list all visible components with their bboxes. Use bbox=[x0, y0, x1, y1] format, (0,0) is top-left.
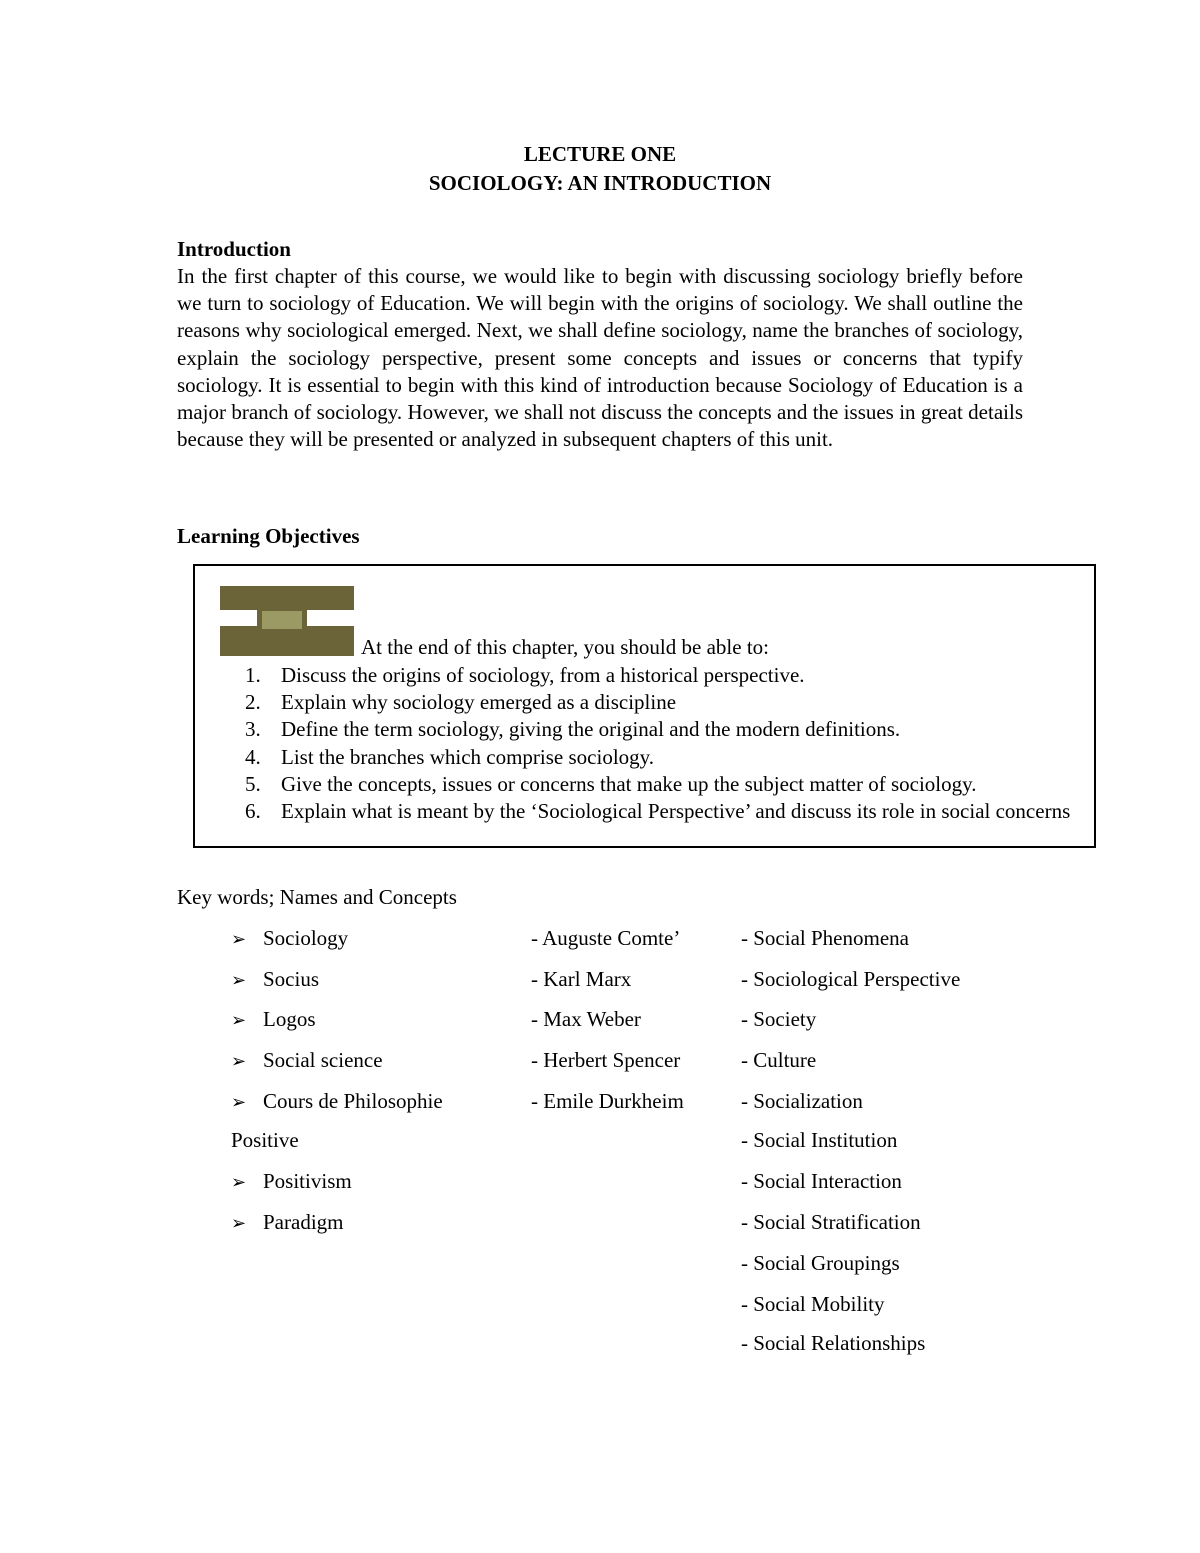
objective-item bbox=[235, 662, 1085, 689]
keyword-text: - Karl Marx bbox=[531, 967, 632, 991]
keyword-item bbox=[231, 926, 348, 951]
keyword-item bbox=[741, 1169, 902, 1194]
arrowhead-bullet-icon: ➢ bbox=[231, 970, 247, 991]
objective-text: List the branches which comprise sociology. bbox=[281, 744, 655, 769]
keyword-item bbox=[741, 1331, 925, 1356]
keyword-text: - Herbert Spencer bbox=[531, 1048, 681, 1072]
keyword-text: - Culture bbox=[741, 1048, 817, 1072]
keyword-item bbox=[741, 1292, 885, 1317]
objective-number: 2. bbox=[245, 690, 261, 715]
arrowhead-bullet-icon: ➢ bbox=[231, 1172, 247, 1193]
keyword-text: Logos bbox=[263, 1007, 316, 1031]
lecture-title: SOCIOLOGY: AN INTRODUCTION bbox=[428, 171, 772, 195]
keyword-text: - Society bbox=[741, 1007, 817, 1031]
keyword-item bbox=[531, 1048, 680, 1073]
keyword-item bbox=[741, 926, 909, 951]
keyword-text: Positivism bbox=[263, 1169, 352, 1193]
keyword-text: - Social Mobility bbox=[741, 1292, 885, 1316]
keyword-item bbox=[741, 1007, 816, 1032]
keyword-text: Social science bbox=[263, 1048, 383, 1072]
keyword-text: - Social Stratification bbox=[741, 1210, 921, 1234]
objective-item bbox=[235, 771, 1085, 798]
objective-number: 1. bbox=[245, 663, 261, 687]
arrowhead-bullet-icon: ➢ bbox=[231, 1051, 247, 1072]
keyword-item bbox=[531, 967, 631, 992]
keyword-item bbox=[741, 1128, 897, 1153]
objectives-icon bbox=[220, 586, 354, 656]
objectives-list bbox=[235, 662, 1085, 825]
objective-text: Define the term sociology, giving the original and the modern definitions. bbox=[281, 717, 901, 742]
keyword-text: - Max Weber bbox=[531, 1007, 641, 1031]
keyword-text: - Auguste Comte’ bbox=[531, 926, 681, 950]
keywords-label: Key words; Names and Concepts bbox=[177, 885, 457, 909]
keyword-item bbox=[741, 1251, 900, 1276]
keyword-item bbox=[741, 967, 960, 992]
keyword-text: Cours de Philosophie bbox=[263, 1089, 443, 1113]
keyword-text: - Social Phenomena bbox=[741, 926, 909, 950]
keyword-text: Positive bbox=[231, 1128, 299, 1152]
objective-number: 6. bbox=[245, 799, 261, 824]
keyword-item bbox=[741, 1210, 921, 1235]
objectives-heading: Learning Objectives bbox=[177, 524, 360, 548]
keyword-text: - Socialization bbox=[741, 1089, 863, 1113]
introduction-paragraph: In the first chapter of this course, we would like to begin with discussing sociology briefly before we turn to sociology of Education. We will begin with the origins of sociology. We shall outline the reasons why sociological emerged. Next, we shall define sociology, name the branches of sociology, explain the sociology perspective, present some concepts and issues or concerns that typify sociology. It is essential to begin with this kind of introduction because Sociology of Education is a major branch of sociology. However, we shall not discuss the concepts and the issues in great details because they will be presented or analyzed in subsequent chapters of this unit. bbox=[177, 264, 1023, 452]
keyword-text: - Social Relationships bbox=[741, 1331, 926, 1355]
keyword-item bbox=[531, 1007, 641, 1032]
objective-item bbox=[235, 744, 1085, 771]
arrowhead-bullet-icon: ➢ bbox=[231, 1010, 247, 1031]
keyword-text: Sociology bbox=[263, 926, 349, 950]
keyword-text: - Emile Durkheim bbox=[531, 1089, 684, 1113]
keyword-item bbox=[231, 967, 319, 992]
keyword-item bbox=[531, 1089, 684, 1114]
keyword-item bbox=[741, 1089, 863, 1114]
objective-number: 5. bbox=[245, 771, 261, 796]
objective-text: Explain why sociology emerged as a discipline bbox=[281, 690, 677, 715]
keyword-item bbox=[231, 1128, 299, 1153]
objective-item bbox=[235, 798, 1085, 825]
keyword-item bbox=[531, 926, 680, 951]
keyword-text: - Sociological Perspective bbox=[741, 967, 961, 991]
arrowhead-bullet-icon: ➢ bbox=[231, 1092, 247, 1113]
objective-number: 4. bbox=[245, 744, 261, 769]
keyword-text: Paradigm bbox=[263, 1210, 344, 1234]
objective-text: Give the concepts, issues or concerns that make up the subject matter of sociology. bbox=[281, 771, 977, 796]
keyword-item bbox=[231, 1089, 443, 1114]
keyword-item bbox=[231, 1210, 343, 1235]
objective-item bbox=[235, 716, 1085, 743]
arrowhead-bullet-icon: ➢ bbox=[231, 929, 247, 950]
keyword-item bbox=[741, 1048, 816, 1073]
objective-number: 3. bbox=[245, 717, 261, 742]
objective-text: Discuss the origins of sociology, from a historical perspective. bbox=[281, 663, 805, 687]
keyword-text: Socius bbox=[263, 967, 320, 991]
objectives-box bbox=[193, 564, 1096, 848]
objective-text: Explain what is meant by the ‘Sociological Perspective’ and discuss its role in social concerns bbox=[281, 799, 1071, 824]
objective-item bbox=[235, 689, 1085, 716]
introduction-heading: Introduction bbox=[177, 237, 291, 261]
lecture-number: LECTURE ONE bbox=[523, 142, 677, 166]
objectives-lead: At the end of this chapter, you should be able to: bbox=[361, 635, 769, 659]
keyword-text: - Social Interaction bbox=[741, 1169, 902, 1193]
keyword-text: - Social Institution bbox=[741, 1128, 898, 1152]
keyword-item bbox=[231, 1007, 316, 1032]
keyword-item bbox=[231, 1169, 352, 1194]
arrowhead-bullet-icon: ➢ bbox=[231, 1213, 247, 1234]
keyword-item bbox=[231, 1048, 383, 1073]
keyword-text: - Social Groupings bbox=[741, 1251, 900, 1275]
